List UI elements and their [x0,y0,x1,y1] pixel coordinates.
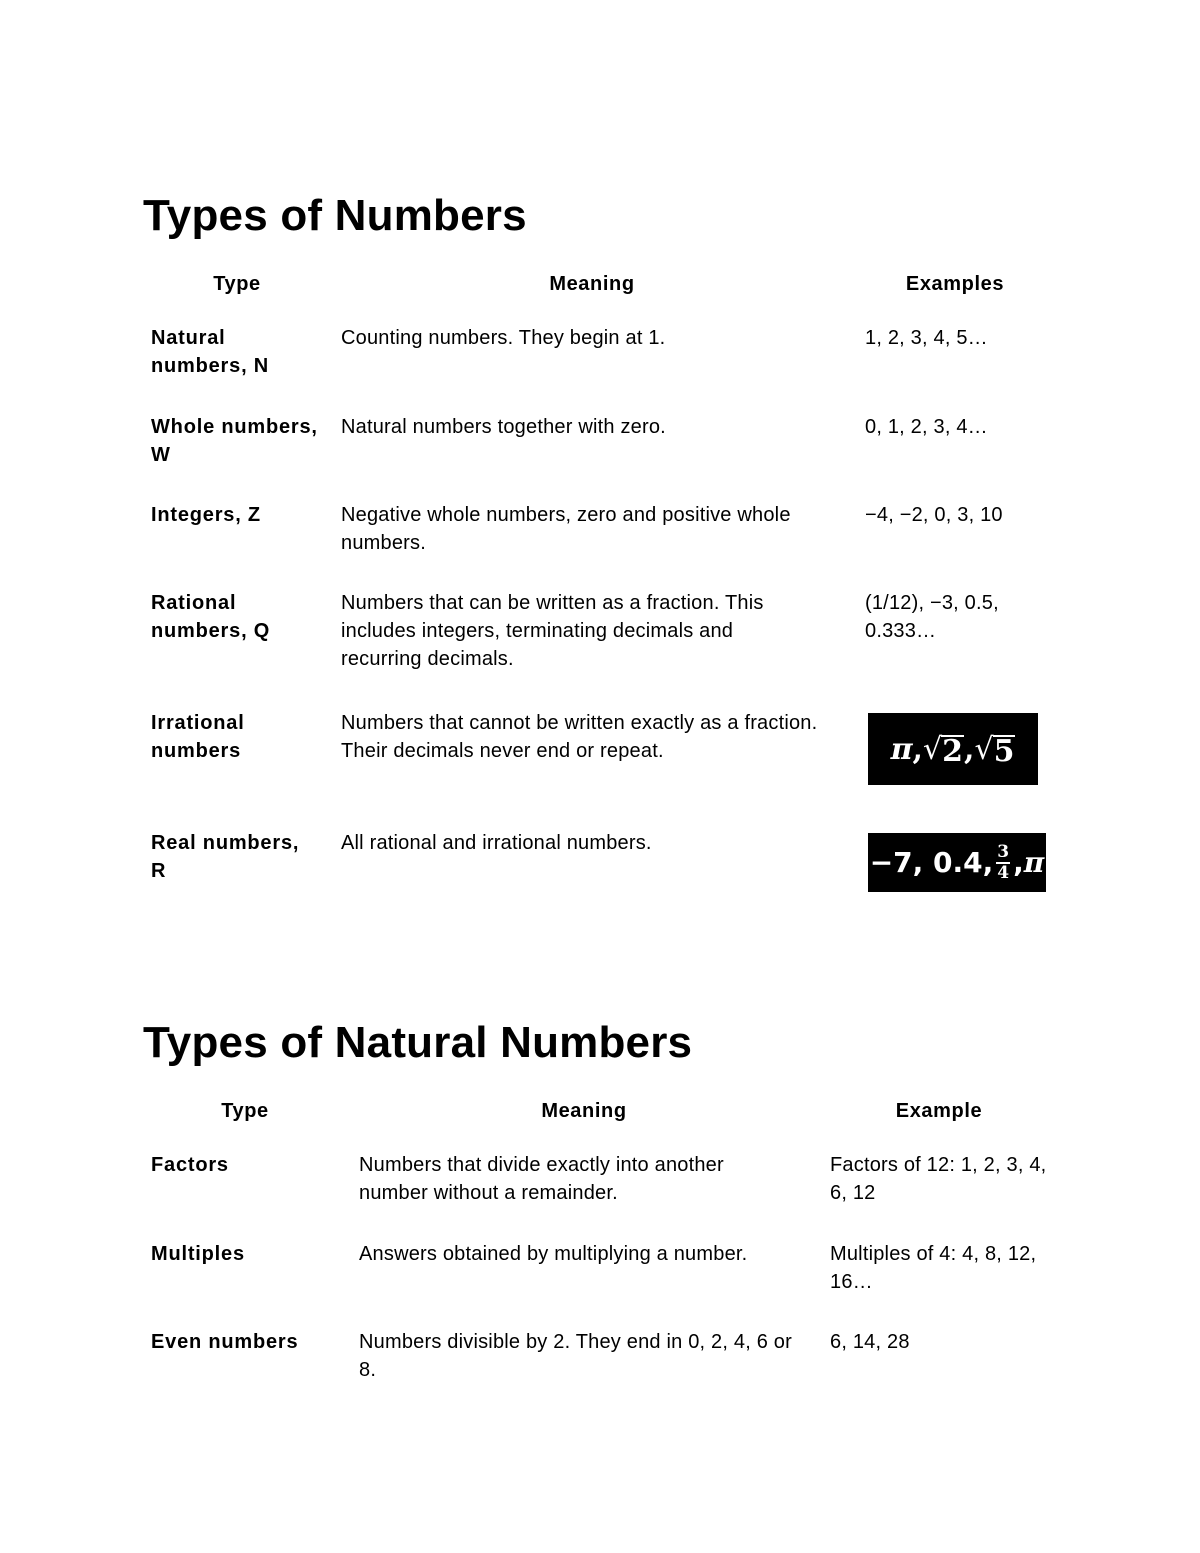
table2-row-multiples-example: Multiples of 4: 4, 8, 12, 16… [830,1243,1037,1293]
table1-header-type: Type [213,273,261,295]
table1-header-examples: Examples [905,273,1005,295]
pi-symbol: π [890,731,913,767]
table2-row-even-example: 6, 14, 28 [830,1331,910,1353]
table1-row-natural-examples: 1, 2, 3, 4, 5… [865,327,988,349]
table1-row-rational-type: Rational numbers, Q [151,592,271,642]
table2-header-example: Example [895,1100,983,1122]
table1-row-natural-meaning: Counting numbers. They begin at 1. [341,327,666,349]
radical-icon: √ [974,731,994,767]
table1-row-integers-meaning: Negative whole numbers, zero and positive whole numbers. [341,504,791,554]
table1-row-rational-examples: (1/12), −3, 0.5, 0.333… [865,592,999,642]
fraction-denominator: 4 [997,862,1010,883]
table2-row-even-type: Even numbers [151,1331,299,1353]
table1-row-rational-meaning: Numbers that can be written as a fraction. This includes integers, terminating decimals and recurring decimals. [341,592,764,670]
table1-row-irrational-type: Irrational numbers [151,712,245,762]
table2-row-even-meaning: Numbers divisible by 2. They end in 0, 2, 4, 6 or 8. [359,1331,792,1381]
pi-symbol: π [1023,846,1045,879]
table1-header-meaning: Meaning [549,273,635,295]
table1-row-whole-examples: 0, 1, 2, 3, 4… [865,416,988,438]
table1-row-natural-type: Natural numbers, N [151,327,270,377]
radicand: 2 [942,733,963,769]
table2-row-factors-meaning: Numbers that divide exactly into another number without a remainder. [359,1154,724,1204]
separator: , [963,731,975,767]
table2-row-multiples-type: Multiples [151,1243,245,1265]
table2-row-multiples-meaning: Answers obtained by multiplying a number. [359,1243,748,1265]
radical-icon: √ [922,731,943,767]
table1-row-irrational-meaning: Numbers that cannot be written exactly as a fraction. Their decimals never end or repeat. [341,712,818,762]
section-title-types-of-numbers: Types of Numbers [143,191,527,240]
table2-row-factors-type: Factors [151,1154,229,1176]
table1-row-real-type: Real numbers, R [151,832,300,882]
table2-row-factors-example: Factors of 12: 1, 2, 3, 4, 6, 12 [830,1154,1047,1204]
table1-row-integers-examples: −4, −2, 0, 3, 10 [865,504,1003,526]
table2-header-meaning: Meaning [541,1100,627,1122]
sqrt-5 [974,732,1015,767]
table1-row-whole-meaning: Natural numbers together with zero. [341,416,666,438]
fraction-numerator: 3 [997,841,1010,862]
sqrt-2 [923,732,964,767]
table1-row-integers-type: Integers, Z [151,504,261,526]
table2-header-type: Type [221,1100,269,1122]
section-title-types-of-natural-numbers: Types of Natural Numbers [143,1018,693,1067]
fraction-three-quarters [996,841,1010,883]
separator: , [912,731,923,767]
irrational-examples-formula [868,713,1038,785]
real-examples-formula [868,833,1046,892]
separator: , [1013,846,1024,879]
real-examples-lead: −7, 0.4, [869,846,994,879]
table1-row-whole-type: Whole numbers, W [151,416,318,466]
table1-row-real-meaning: All rational and irrational numbers. [341,832,652,854]
radicand: 5 [993,733,1015,769]
